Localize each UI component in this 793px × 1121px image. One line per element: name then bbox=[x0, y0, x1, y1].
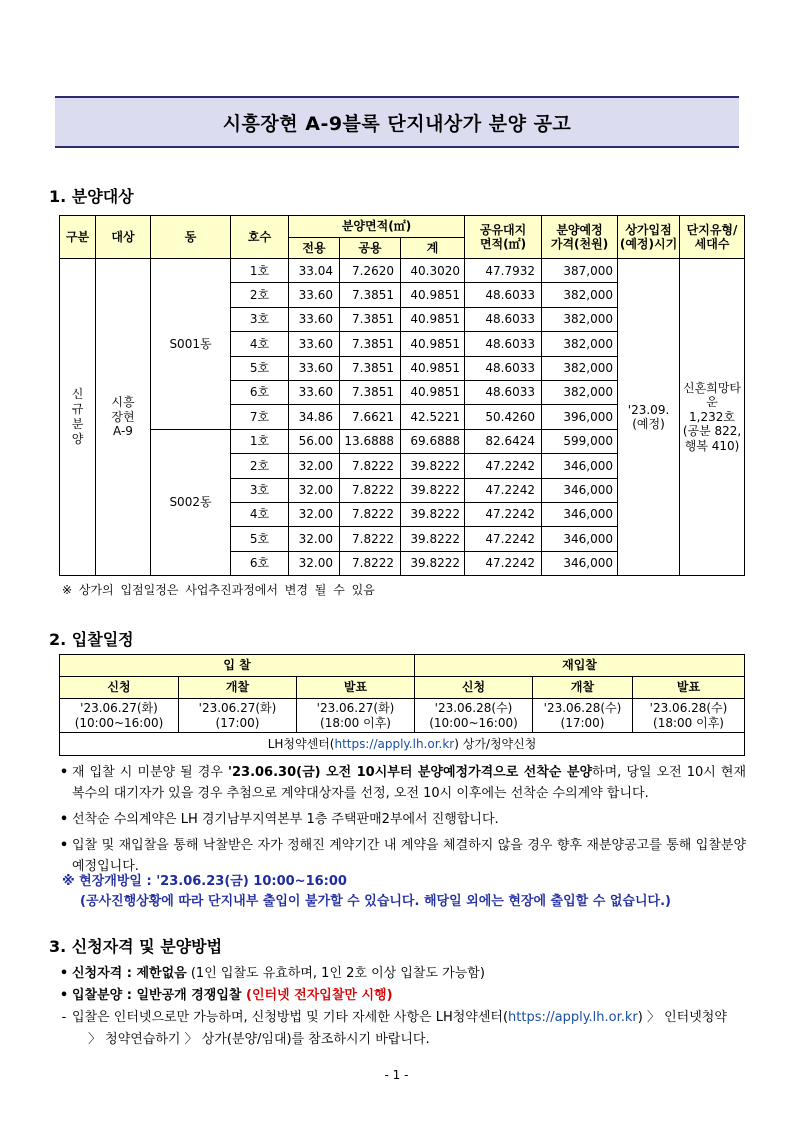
land-area-cell: 48.6033 bbox=[465, 283, 542, 307]
bullet-resale bbox=[56, 835, 746, 877]
price-cell: 346,000 bbox=[542, 478, 618, 502]
common-area-cell: 7.8222 bbox=[340, 478, 401, 502]
exclusive-area-cell: 33.60 bbox=[289, 332, 340, 356]
price-cell: 346,000 bbox=[542, 527, 618, 551]
price-cell: 382,000 bbox=[542, 356, 618, 380]
unit-number-cell: 6호 bbox=[231, 380, 289, 404]
price-cell: 382,000 bbox=[542, 380, 618, 404]
header-complex: 단지유형/ 세대수 bbox=[680, 216, 745, 259]
schedule-date-cell: '23.06.27(화) (17:00) bbox=[179, 699, 297, 733]
schedule-date-row bbox=[60, 699, 745, 733]
header-movein: 상가입점 (예정)시기 bbox=[618, 216, 680, 259]
common-area-cell: 7.6621 bbox=[340, 405, 401, 429]
method-internet-only: (인터넷 전자입찰만 시행) bbox=[246, 988, 393, 1003]
daesang-cell: 시흥 장현 A-9 bbox=[96, 259, 151, 576]
price-cell: 382,000 bbox=[542, 332, 618, 356]
apply-center-row bbox=[60, 733, 745, 756]
exclusive-area-cell: 32.00 bbox=[289, 502, 340, 526]
schedule-date-cell: '23.06.27(화) (10:00~16:00) bbox=[60, 699, 179, 733]
unit-number-cell: 2호 bbox=[231, 454, 289, 478]
bullet1-b: '23.06.30(금) 오전 10시부터 분양예정가격으로 선착순 분양 bbox=[228, 765, 593, 780]
price-cell: 599,000 bbox=[542, 429, 618, 453]
bullet1-a: 재 입찰 시 미분양 될 경우 bbox=[72, 765, 228, 780]
exclusive-area-cell: 33.60 bbox=[289, 356, 340, 380]
apply-center-pre: LH청약센터( bbox=[267, 736, 335, 751]
dong-cell: S001동 bbox=[151, 259, 231, 430]
bullet-rebid bbox=[56, 762, 746, 804]
header-land: 공유대지 면적(㎡) bbox=[465, 216, 542, 259]
exclusive-area-cell: 32.00 bbox=[289, 527, 340, 551]
rebid-header: 재입찰 bbox=[415, 655, 745, 677]
schedule-col-header: 발표 bbox=[297, 677, 415, 699]
site-open-caution: (공사진행상황에 따라 단지내부 출입이 불가할 수 있습니다. 해당일 외에는 현장에 출입할 수 없습니다.) bbox=[80, 894, 671, 909]
exclusive-area-cell: 56.00 bbox=[289, 429, 340, 453]
land-area-cell: 47.7932 bbox=[465, 259, 542, 283]
sales-target-table bbox=[59, 215, 745, 576]
page-title: 시흥장현 A-9블록 단지내상가 분양 공고 bbox=[55, 96, 739, 148]
land-area-cell: 82.6424 bbox=[465, 429, 542, 453]
price-cell: 387,000 bbox=[542, 259, 618, 283]
total-area-cell: 39.8222 bbox=[401, 478, 465, 502]
common-area-cell: 7.8222 bbox=[340, 454, 401, 478]
land-area-cell: 47.2242 bbox=[465, 527, 542, 551]
land-area-cell: 50.4260 bbox=[465, 405, 542, 429]
header-jeonyong: 전용 bbox=[289, 238, 340, 259]
common-area-cell: 7.3851 bbox=[340, 283, 401, 307]
section2-bullets bbox=[56, 762, 746, 882]
common-area-cell: 7.8222 bbox=[340, 527, 401, 551]
schedule-col-header: 개찰 bbox=[533, 677, 633, 699]
schedule-col-header: 발표 bbox=[633, 677, 745, 699]
unit-number-cell: 3호 bbox=[231, 478, 289, 502]
bullet3-text: 입찰 및 재입찰을 통해 낙찰받은 자가 정해진 계약기간 내 계약을 체결하지 않을 경우 향후 재분양공고를 통해 입찰분양 예정입니다. bbox=[72, 838, 746, 874]
qualification-row bbox=[56, 963, 746, 985]
exclusive-area-cell: 32.00 bbox=[289, 478, 340, 502]
dash-marker: - bbox=[61, 1010, 67, 1025]
exclusive-area-cell: 33.60 bbox=[289, 380, 340, 404]
total-area-cell: 40.9851 bbox=[401, 332, 465, 356]
unit-number-cell: 4호 bbox=[231, 332, 289, 356]
bullet-dot: • bbox=[59, 765, 69, 780]
apply-center-post: ) 상가/청약신청 bbox=[454, 736, 537, 751]
header-gubun: 구분 bbox=[60, 216, 96, 259]
price-cell: 382,000 bbox=[542, 283, 618, 307]
section1-heading: 1. 분양대상 bbox=[49, 187, 134, 206]
bullet2-text: 선착순 수의계약은 LH 경기남부지역본부 1층 주택판매2부에서 진행합니다. bbox=[72, 812, 499, 827]
schedule-col-row bbox=[60, 677, 745, 699]
common-area-cell: 7.3851 bbox=[340, 307, 401, 331]
exclusive-area-cell: 32.00 bbox=[289, 551, 340, 575]
section3-heading: 3. 신청자격 및 분양방법 bbox=[49, 937, 223, 956]
qualification-label: 신청자격 : 제한없음 bbox=[72, 966, 187, 981]
unit-number-cell: 4호 bbox=[231, 502, 289, 526]
schedule-col-header: 신청 bbox=[415, 677, 533, 699]
schedule-date-cell: '23.06.28(수) (18:00 이후) bbox=[633, 699, 745, 733]
complex-cell: 신혼희망타운 1,232호 (공분 822, 행복 410) bbox=[680, 259, 745, 576]
common-area-cell: 13.6888 bbox=[340, 429, 401, 453]
header-dong: 동 bbox=[151, 216, 231, 259]
common-area-cell: 7.3851 bbox=[340, 356, 401, 380]
bullet-dot: • bbox=[59, 988, 69, 1003]
unit-number-cell: 3호 bbox=[231, 307, 289, 331]
detail-text-c: 〉 청약연습하기 〉 상가(분양/임대)를 참조하시기 바랍니다. bbox=[88, 1032, 430, 1047]
section3-body bbox=[56, 963, 746, 1051]
unit-number-cell: 2호 bbox=[231, 283, 289, 307]
price-cell: 396,000 bbox=[542, 405, 618, 429]
land-area-cell: 48.6033 bbox=[465, 380, 542, 404]
exclusive-area-cell: 33.60 bbox=[289, 283, 340, 307]
total-area-cell: 39.8222 bbox=[401, 527, 465, 551]
unit-number-cell: 7호 bbox=[231, 405, 289, 429]
land-area-cell: 47.2242 bbox=[465, 478, 542, 502]
bullet1-c: 하며, 당일 오전 10시 현재 복수의 대기자가 있을 경우 추첨으로 계약대상자를 선정, 오전 10시 이후에는 선착순 수의계약 합니다. bbox=[72, 765, 747, 801]
bullet-contract bbox=[56, 809, 746, 830]
gubun-cell: 신 규 분 양 bbox=[60, 259, 96, 576]
price-cell: 382,000 bbox=[542, 307, 618, 331]
header-area: 분양면적(㎡) bbox=[289, 216, 465, 238]
total-area-cell: 42.5221 bbox=[401, 405, 465, 429]
header-daesang: 대상 bbox=[96, 216, 151, 259]
unit-number-cell: 1호 bbox=[231, 259, 289, 283]
method-row bbox=[56, 985, 746, 1007]
table-row bbox=[60, 259, 745, 283]
unit-number-cell: 6호 bbox=[231, 551, 289, 575]
site-open-date: ※ 현장개방일 : '23.06.23(금) 10:00~16:00 bbox=[62, 874, 347, 889]
common-area-cell: 7.3851 bbox=[340, 380, 401, 404]
unit-number-cell: 5호 bbox=[231, 356, 289, 380]
price-cell: 346,000 bbox=[542, 454, 618, 478]
land-area-cell: 48.6033 bbox=[465, 307, 542, 331]
price-cell: 346,000 bbox=[542, 502, 618, 526]
total-area-cell: 40.9851 bbox=[401, 356, 465, 380]
unit-number-cell: 1호 bbox=[231, 429, 289, 453]
schedule-date-cell: '23.06.27(화) (18:00 이후) bbox=[297, 699, 415, 733]
common-area-cell: 7.8222 bbox=[340, 551, 401, 575]
apply-center-link[interactable]: https://apply.lh.or.kr bbox=[334, 736, 455, 751]
schedule-date-cell: '23.06.28(수) (10:00~16:00) bbox=[415, 699, 533, 733]
schedule-date-cell: '23.06.28(수) (17:00) bbox=[533, 699, 633, 733]
exclusive-area-cell: 33.04 bbox=[289, 259, 340, 283]
detail-text-b: ) 〉 인터넷청약 bbox=[637, 1010, 727, 1025]
land-area-cell: 48.6033 bbox=[465, 356, 542, 380]
common-area-cell: 7.8222 bbox=[340, 502, 401, 526]
land-area-cell: 48.6033 bbox=[465, 332, 542, 356]
total-area-cell: 39.8222 bbox=[401, 454, 465, 478]
exclusive-area-cell: 33.60 bbox=[289, 307, 340, 331]
page-number: - 1 - bbox=[384, 1068, 409, 1082]
total-area-cell: 69.6888 bbox=[401, 429, 465, 453]
dong-cell: S002동 bbox=[151, 429, 231, 575]
total-area-cell: 40.9851 bbox=[401, 283, 465, 307]
section2-heading: 2. 입찰일정 bbox=[49, 630, 134, 649]
total-area-cell: 39.8222 bbox=[401, 502, 465, 526]
detail-row bbox=[56, 1007, 746, 1029]
header-gongyong: 공용 bbox=[340, 238, 401, 259]
bid-schedule-table bbox=[59, 654, 745, 756]
exclusive-area-cell: 34.86 bbox=[289, 405, 340, 429]
header-hosu: 호수 bbox=[231, 216, 289, 259]
bullet-dot: • bbox=[59, 838, 69, 853]
total-area-cell: 40.9851 bbox=[401, 380, 465, 404]
total-area-cell: 39.8222 bbox=[401, 551, 465, 575]
exclusive-area-cell: 32.00 bbox=[289, 454, 340, 478]
total-area-cell: 40.3020 bbox=[401, 259, 465, 283]
header-gye: 계 bbox=[401, 238, 465, 259]
bullet-dot: • bbox=[59, 812, 69, 827]
site-open-notice bbox=[62, 872, 671, 912]
total-area-cell: 40.9851 bbox=[401, 307, 465, 331]
land-area-cell: 47.2242 bbox=[465, 502, 542, 526]
unit-number-cell: 5호 bbox=[231, 527, 289, 551]
bullet-dot: • bbox=[59, 966, 69, 981]
price-cell: 346,000 bbox=[542, 551, 618, 575]
land-area-cell: 47.2242 bbox=[465, 454, 542, 478]
common-area-cell: 7.2620 bbox=[340, 259, 401, 283]
schedule-note: ※ 상가의 입점일정은 사업추진과정에서 변경 될 수 있음 bbox=[62, 583, 375, 597]
detail-text-a: 입찰은 인터넷으로만 가능하며, 신청방법 및 기타 자세한 사항은 LH청약센터( bbox=[72, 1010, 509, 1025]
schedule-col-header: 개찰 bbox=[179, 677, 297, 699]
land-area-cell: 47.2242 bbox=[465, 551, 542, 575]
header-price: 분양예정 가격(천원) bbox=[542, 216, 618, 259]
detail-link[interactable]: https://apply.lh.or.kr bbox=[508, 1010, 638, 1025]
movein-cell: '23.09. (예정) bbox=[618, 259, 680, 576]
bid-header: 입 찰 bbox=[60, 655, 415, 677]
common-area-cell: 7.3851 bbox=[340, 332, 401, 356]
qualification-detail: (1인 입찰도 유효하며, 1인 2호 이상 입찰도 가능함) bbox=[186, 966, 485, 981]
method-label: 입찰분양 : 일반공개 경쟁입찰 bbox=[72, 988, 246, 1003]
schedule-col-header: 신청 bbox=[60, 677, 179, 699]
